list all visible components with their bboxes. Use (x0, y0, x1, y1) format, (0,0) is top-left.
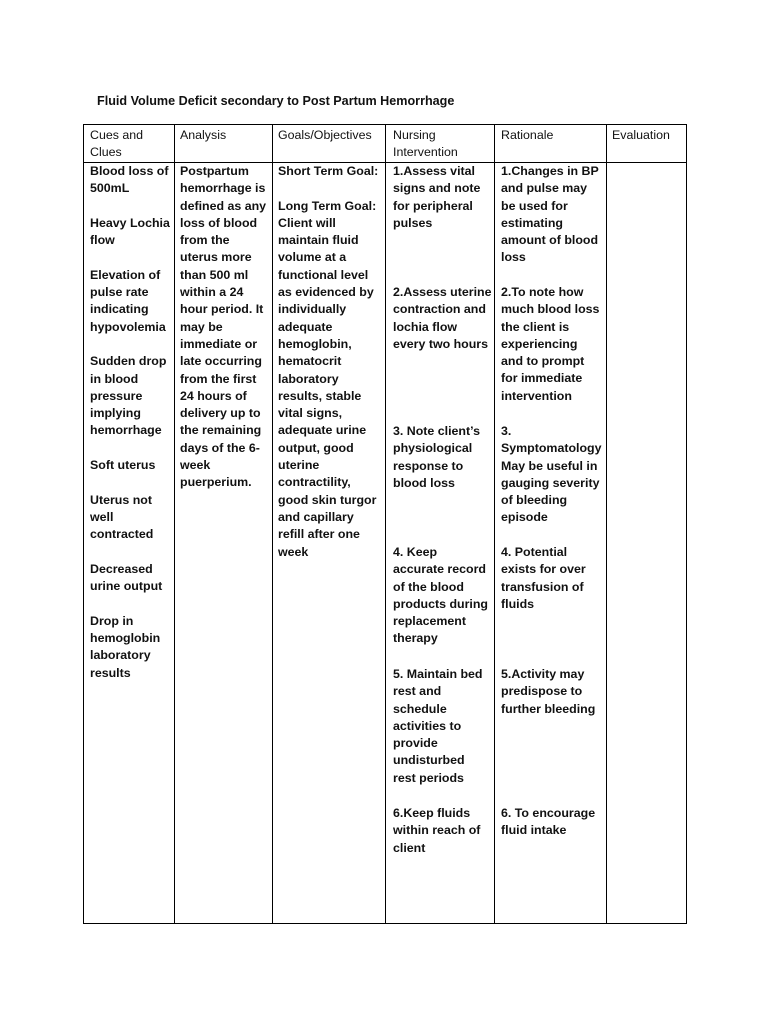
document-title: Fluid Volume Deficit secondary to Post Partum Hemorrhage (97, 94, 455, 108)
rationale-item: 4. Potential exists for over transfusion of fluids (501, 545, 586, 611)
intervention-item: 3. Note client’s physiological response to blood loss (393, 424, 480, 490)
header-cues-and-clues: Cues and Clues (90, 128, 144, 160)
header-evaluation: Evaluation (612, 128, 670, 142)
header-goals-objectives: Goals/Objectives (278, 128, 372, 142)
column-divider (272, 125, 273, 923)
analysis-column (180, 163, 272, 492)
rationale-item: 5.Activity may predispose to further bleeding (501, 667, 596, 716)
header-rationale: Rationale (501, 128, 554, 142)
column-divider (385, 125, 386, 923)
rationale-item: 6. To encourage fluid intake (501, 806, 596, 838)
header-nursing-intervention: Nursing Intervention (393, 128, 458, 160)
evaluation-column (612, 163, 688, 923)
cue-item: Drop in hemoglobin laboratory results (90, 613, 161, 680)
cue-item: Soft uterus (90, 458, 156, 473)
column-divider (174, 125, 175, 923)
intervention-item: 2.Assess uterine contraction and lochia flow every two hours (393, 285, 492, 351)
nursing-care-plan-table (83, 124, 687, 924)
intervention-item: 4. Keep accurate record of the blood products during replacement therapy (393, 545, 488, 646)
cue-item: Elevation of pulse rate indicating hypovolemia (90, 267, 166, 334)
goals-column (278, 163, 385, 561)
cue-item: Sudden drop in blood pressure implying hemorrhage (90, 354, 167, 438)
cue-item: Uterus not well contracted (90, 492, 154, 542)
short-term-goal: Short Term Goal: (278, 164, 379, 178)
column-divider (606, 125, 607, 923)
cue-item: Heavy Lochia flow (90, 215, 170, 248)
long-term-goal: Long Term Goal: Client will maintain fluid volume at a functional level as evidenced by individually adequate hemoglobin, hematocrit laboratory results, stable vital signs, adequate urine output, good uterine contractility, good skin turgor and capillary refill after one week (278, 198, 377, 559)
analysis-text: Postpartum hemorrhage is defined as any loss of blood from the uterus more than 500 ml within a 24 hour period. It may be immediate or late occurring from the first 24 hours of delivery up to the remaining days of the 6- week puerperium. (180, 164, 267, 490)
intervention-item: 5. Maintain bed rest and schedule activities to provide undisturbed rest periods (393, 667, 483, 785)
intervention-item: 1.Assess vital signs and note for peripheral pulses (393, 164, 481, 230)
rationale-item: 2.To note how much blood loss the client is experiencing and to prompt for immediate intervention (501, 285, 600, 403)
column-divider (494, 125, 495, 923)
rationale-item: 1.Changes in BP and pulse may be used for estimating amount of blood loss (501, 164, 599, 265)
intervention-item: 6.Keep fluids within reach of client (393, 806, 481, 855)
cues-column (90, 163, 174, 682)
header-analysis: Analysis (180, 128, 227, 142)
cue-item: Decreased urine output (90, 561, 163, 594)
cue-item: Blood loss of 500mL (90, 164, 169, 196)
rationale-item: 3. Symptomatology May be useful in gauging severity of bleeding episode (501, 424, 602, 525)
